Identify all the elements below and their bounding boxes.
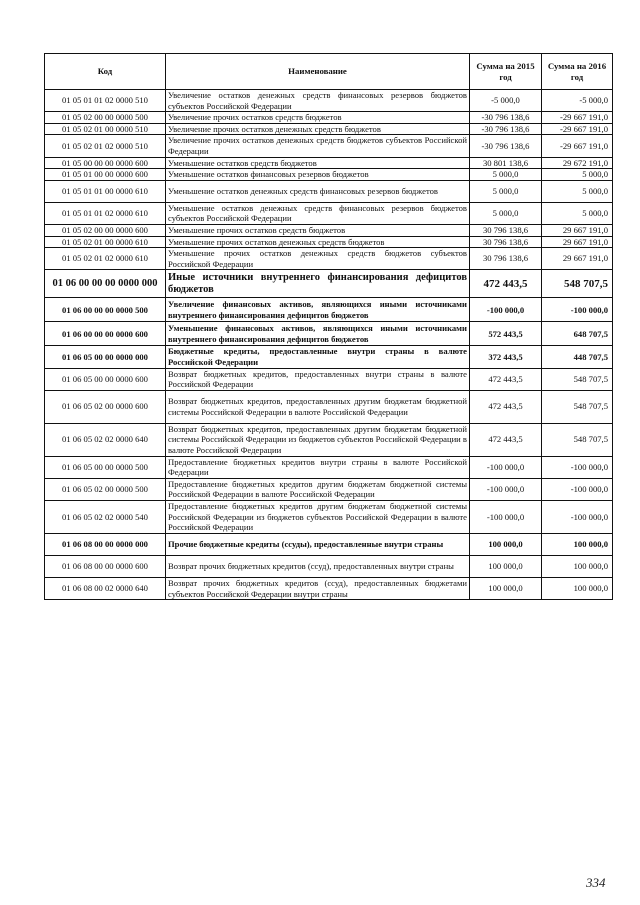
table-row <box>45 556 613 578</box>
row-sum-2016: 548 707,5 <box>542 368 613 390</box>
budget-sources-table-wrapper <box>44 53 612 600</box>
row-sum-2015: -30 796 138,6 <box>470 112 542 124</box>
row-code: 01 06 08 00 02 0000 640 <box>45 578 166 600</box>
row-name: Прочие бюджетные кредиты (ссуды), предоставленные внутри страны <box>166 534 470 556</box>
row-sum-2015: -30 796 138,6 <box>470 123 542 135</box>
row-sum-2016: -29 667 191,0 <box>542 123 613 135</box>
row-code: 01 05 02 01 02 0000 510 <box>45 135 166 157</box>
table-row <box>45 112 613 124</box>
table-row <box>45 322 613 346</box>
table-header-row <box>45 54 613 90</box>
row-code: 01 06 05 02 02 0000 640 <box>45 423 166 456</box>
table-row <box>45 478 613 500</box>
row-code: 01 06 08 00 00 0000 600 <box>45 556 166 578</box>
row-name: Возврат бюджетных кредитов, предоставленных внутри страны в валюте Российской Федерации <box>166 368 470 390</box>
header-sum-2016: Сумма на 2016 год <box>542 54 613 90</box>
row-sum-2015: 5 000,0 <box>470 180 542 202</box>
row-sum-2016: -100 000,0 <box>542 478 613 500</box>
row-name: Уменьшение остатков средств бюджетов <box>166 157 470 169</box>
row-code: 01 05 02 01 00 0000 510 <box>45 123 166 135</box>
row-sum-2015: 472 443,5 <box>470 368 542 390</box>
table-row <box>45 123 613 135</box>
row-sum-2016: 29 667 191,0 <box>542 248 613 270</box>
row-sum-2015: -100 000,0 <box>470 478 542 500</box>
row-name: Возврат прочих бюджетных кредитов (ссуд), предоставленных внутри страны <box>166 556 470 578</box>
table-row <box>45 224 613 236</box>
row-code: 01 05 02 00 00 0000 500 <box>45 112 166 124</box>
row-sum-2015: 30 796 138,6 <box>470 248 542 270</box>
row-code: 01 05 01 00 00 0000 600 <box>45 169 166 181</box>
table-row <box>45 578 613 600</box>
header-name: Наименование <box>166 54 470 90</box>
row-sum-2016: -29 667 191,0 <box>542 135 613 157</box>
row-name: Бюджетные кредиты, предоставленные внутри страны в валюте Российской Федерации <box>166 346 470 368</box>
row-sum-2015: -100 000,0 <box>470 501 542 534</box>
row-code: 01 06 00 00 00 0000 600 <box>45 322 166 346</box>
table-row <box>45 169 613 181</box>
row-sum-2016: -5 000,0 <box>542 90 613 112</box>
row-sum-2016: 29 667 191,0 <box>542 236 613 248</box>
row-sum-2015: 472 443,5 <box>470 390 542 423</box>
row-name: Предоставление бюджетных кредитов другим бюджетам бюджетной системы Российской Федерации в валюте Российской Федерации <box>166 478 470 500</box>
table-row <box>45 346 613 368</box>
table-row <box>45 202 613 224</box>
row-code: 01 06 08 00 00 0000 000 <box>45 534 166 556</box>
row-sum-2015: 5 000,0 <box>470 169 542 181</box>
row-name: Уменьшение прочих остатков денежных средств бюджетов субъектов Российской Федерации <box>166 248 470 270</box>
row-name: Уменьшение финансовых активов, являющихся иными источниками внутреннего финансирования дефицитов бюджетов <box>166 322 470 346</box>
row-sum-2016: 448 707,5 <box>542 346 613 368</box>
row-sum-2015: 572 443,5 <box>470 322 542 346</box>
table-row <box>45 248 613 270</box>
row-sum-2015: -5 000,0 <box>470 90 542 112</box>
row-name: Увеличение остатков денежных средств финансовых резервов бюджетов субъектов Российской Федерации <box>166 90 470 112</box>
row-name: Возврат бюджетных кредитов, предоставленных другим бюджетам бюджетной системы Российской Федерации в валюте Российской Федерации <box>166 390 470 423</box>
row-sum-2016: -100 000,0 <box>542 501 613 534</box>
row-sum-2015: 472 443,5 <box>470 270 542 298</box>
row-code: 01 06 00 00 00 0000 500 <box>45 298 166 322</box>
row-code: 01 06 05 00 00 0000 600 <box>45 368 166 390</box>
row-sum-2016: 548 707,5 <box>542 423 613 456</box>
row-sum-2016: 5 000,0 <box>542 180 613 202</box>
row-sum-2016: 5 000,0 <box>542 202 613 224</box>
row-code: 01 05 02 00 00 0000 600 <box>45 224 166 236</box>
row-sum-2015: 30 801 138,6 <box>470 157 542 169</box>
page-number: 334 <box>586 875 606 890</box>
table-row <box>45 180 613 202</box>
table-body <box>45 90 613 600</box>
row-name: Иные источники внутреннего финансирования дефицитов бюджетов <box>166 270 470 298</box>
row-sum-2015: 100 000,0 <box>470 578 542 600</box>
row-name: Уменьшение остатков денежных средств финансовых резервов бюджетов <box>166 180 470 202</box>
header-sum-2015: Сумма на 2015 год <box>470 54 542 90</box>
row-sum-2016: -100 000,0 <box>542 298 613 322</box>
table-row <box>45 157 613 169</box>
row-name: Увеличение прочих остатков денежных средств бюджетов <box>166 123 470 135</box>
row-code: 01 06 05 00 00 0000 500 <box>45 456 166 478</box>
row-code: 01 06 05 02 00 0000 500 <box>45 478 166 500</box>
row-sum-2015: 100 000,0 <box>470 556 542 578</box>
row-name: Возврат бюджетных кредитов, предоставленных другим бюджетам бюджетной системы Российской Федерации из бюджетов субъектов Российской Федерации в валюте Российской Федерации <box>166 423 470 456</box>
table-row <box>45 534 613 556</box>
row-sum-2016: 29 672 191,0 <box>542 157 613 169</box>
table-row <box>45 456 613 478</box>
row-sum-2016: 648 707,5 <box>542 322 613 346</box>
row-sum-2015: 5 000,0 <box>470 202 542 224</box>
row-name: Предоставление бюджетных кредитов внутри страны в валюте Российской Федерации <box>166 456 470 478</box>
row-code: 01 06 00 00 00 0000 000 <box>45 270 166 298</box>
row-sum-2015: 472 443,5 <box>470 423 542 456</box>
table-row <box>45 390 613 423</box>
row-sum-2016: 100 000,0 <box>542 534 613 556</box>
row-sum-2016: -29 667 191,0 <box>542 112 613 124</box>
table-row <box>45 423 613 456</box>
row-code: 01 06 05 00 00 0000 000 <box>45 346 166 368</box>
row-name: Возврат прочих бюджетных кредитов (ссуд), предоставленных бюджетами субъектов Российской Федерации внутри страны <box>166 578 470 600</box>
row-code: 01 05 02 01 00 0000 610 <box>45 236 166 248</box>
row-sum-2016: 29 667 191,0 <box>542 224 613 236</box>
row-name: Уменьшение остатков финансовых резервов бюджетов <box>166 169 470 181</box>
row-sum-2015: -100 000,0 <box>470 298 542 322</box>
row-name: Увеличение прочих остатков средств бюджетов <box>166 112 470 124</box>
row-sum-2016: 548 707,5 <box>542 390 613 423</box>
table-row <box>45 90 613 112</box>
table-row <box>45 298 613 322</box>
row-name: Уменьшение прочих остатков средств бюджетов <box>166 224 470 236</box>
table-row <box>45 236 613 248</box>
table-row <box>45 501 613 534</box>
row-code: 01 05 00 00 00 0000 600 <box>45 157 166 169</box>
row-code: 01 05 02 01 02 0000 610 <box>45 248 166 270</box>
row-name: Предоставление бюджетных кредитов другим бюджетам бюджетной системы Российской Федерации из бюджетов субъектов Российской Федерации в валюте Российской Федерации <box>166 501 470 534</box>
row-code: 01 06 05 02 00 0000 600 <box>45 390 166 423</box>
row-sum-2016: 548 707,5 <box>542 270 613 298</box>
row-sum-2016: -100 000,0 <box>542 456 613 478</box>
row-name: Увеличение прочих остатков денежных средств бюджетов субъектов Российской Федерации <box>166 135 470 157</box>
row-code: 01 05 01 01 00 0000 610 <box>45 180 166 202</box>
row-code: 01 05 01 01 02 0000 610 <box>45 202 166 224</box>
budget-sources-table <box>44 53 613 600</box>
header-code: Код <box>45 54 166 90</box>
row-code: 01 05 01 01 02 0000 510 <box>45 90 166 112</box>
row-name: Уменьшение остатков денежных средств финансовых резервов бюджетов субъектов Российской Федерации <box>166 202 470 224</box>
table-row <box>45 135 613 157</box>
row-sum-2015: 30 796 138,6 <box>470 224 542 236</box>
row-sum-2016: 5 000,0 <box>542 169 613 181</box>
table-row <box>45 368 613 390</box>
row-sum-2015: -100 000,0 <box>470 456 542 478</box>
row-sum-2016: 100 000,0 <box>542 578 613 600</box>
row-sum-2015: 100 000,0 <box>470 534 542 556</box>
row-name: Увеличение финансовых активов, являющихся иными источниками внутреннего финансирования дефицитов бюджетов <box>166 298 470 322</box>
row-sum-2016: 100 000,0 <box>542 556 613 578</box>
row-sum-2015: -30 796 138,6 <box>470 135 542 157</box>
table-row <box>45 270 613 298</box>
row-sum-2015: 372 443,5 <box>470 346 542 368</box>
row-code: 01 06 05 02 02 0000 540 <box>45 501 166 534</box>
row-sum-2015: 30 796 138,6 <box>470 236 542 248</box>
row-name: Уменьшение прочих остатков денежных средств бюджетов <box>166 236 470 248</box>
